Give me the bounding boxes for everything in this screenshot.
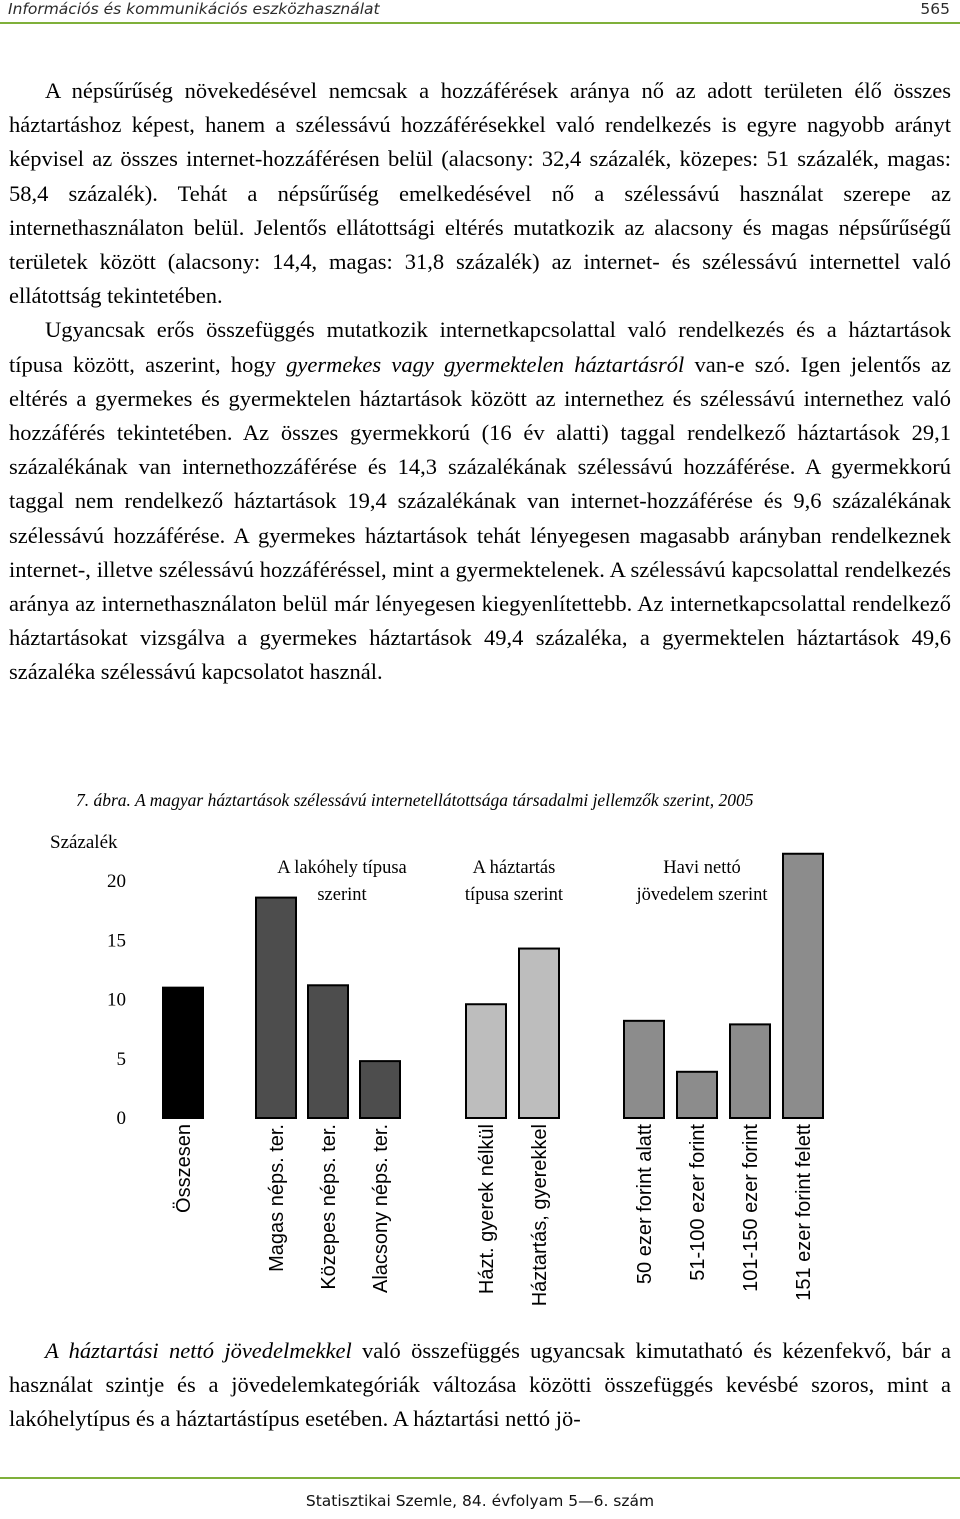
group-label: szerint bbox=[317, 885, 367, 905]
journal-footer: Statisztikai Szemle, 84. évfolyam 5—6. szám bbox=[305, 1492, 655, 1510]
category-label: Alacsony néps. ter. bbox=[370, 1124, 392, 1293]
emphasis-text: gyermekes vagy gyermektelen háztartásról bbox=[286, 351, 685, 377]
figure-caption: 7. ábra. A magyar háztartások szélessávú internetellátottsága társadalmi jellemzők szerint, 2005 bbox=[76, 790, 754, 810]
group-label: típusa szerint bbox=[464, 885, 564, 905]
category-label: Házt. gyerek nélkül bbox=[476, 1124, 498, 1295]
bar bbox=[256, 898, 296, 1118]
y-tick-label: 5 bbox=[116, 1048, 126, 1070]
category-label: 51-100 ezer forint bbox=[687, 1124, 709, 1281]
footer-rule bbox=[0, 1477, 960, 1479]
header-rule bbox=[0, 22, 960, 24]
body-text-top bbox=[9, 74, 951, 690]
y-tick-label: 0 bbox=[116, 1108, 126, 1129]
bar bbox=[624, 1021, 664, 1118]
category-label: 101-150 ezer forint bbox=[740, 1124, 762, 1292]
group-label: Havi nettó bbox=[663, 858, 741, 878]
y-axis-title: Százalék bbox=[50, 832, 118, 853]
y-tick-label: 20 bbox=[107, 871, 126, 892]
paragraph-3 bbox=[9, 1334, 951, 1437]
paragraph-2 bbox=[9, 313, 951, 689]
category-label: Magas néps. ter. bbox=[266, 1124, 288, 1272]
running-head bbox=[8, 0, 952, 20]
bar bbox=[730, 1024, 770, 1118]
bar bbox=[783, 854, 823, 1118]
group-label: A lakóhely típusa bbox=[277, 858, 407, 878]
bar bbox=[466, 1004, 506, 1118]
text-run: van-e szó. Igen jelentős az eltérés a gyermekes és gyermektelen háztartások között az internethez és szélessávú internethez való hozzáférés tekintetében. Az összes gyermekkorú (16 év alatti) taggal rendelkező háztartások 29,1 százalékának van internethozzáférése és 14,3 százalékának szélessávú hozzáférése. A gyermekkorú taggal nem rendelkező háztartások 19,4 százalékának van internet-hozzáférése és 9,6 százalékának szélessávú hozzáférése. A gyermekes háztartások tehát lényegesen magasabb arányban rendelkeznek internet-, illetve szélessávú hozzáféréssel, mint a gyermektelenek. A szélessávú kapcsolattal rendelkezés aránya az internethasználaton belül már lényegesen kiegyenlítettebb. Az internetkapcsolattal rendelkező háztartásokat vizsgálva a gyermekes háztartások 49,4 százaléka, a gyermektelen háztartások 49,6 százaléka szélessávú kapcsolatot használ. bbox=[9, 351, 952, 685]
body-text-bottom bbox=[9, 1334, 951, 1437]
page-number: 565 bbox=[920, 0, 950, 18]
bar bbox=[163, 988, 203, 1118]
category-label: Közepes néps. ter. bbox=[318, 1124, 340, 1290]
bar-chart bbox=[0, 820, 960, 1325]
y-tick-label: 10 bbox=[107, 989, 126, 1011]
bar bbox=[519, 949, 559, 1118]
category-label: Háztartás, gyerekkel bbox=[529, 1124, 551, 1307]
category-label: Összesen bbox=[173, 1124, 195, 1213]
group-label: jövedelem szerint bbox=[636, 885, 768, 905]
text-run: Ugyancsak erős összefüggés mutatkozik internetkapcsolattal való rendelkezés és a háztartások típusa között, aszerint, hogy bbox=[9, 317, 951, 377]
category-label: 151 ezer forint felett bbox=[793, 1124, 815, 1301]
bar bbox=[360, 1061, 400, 1118]
group-label: A háztartás bbox=[472, 858, 556, 878]
bar bbox=[677, 1072, 717, 1118]
section-title: Információs és kommunikációs eszközhasználat bbox=[8, 0, 380, 18]
y-tick-label: 15 bbox=[107, 930, 126, 952]
text-run: való összefüggés ugyancsak kimutatható és kézenfekvő, bár a használat szintje és a jövedelemkategóriák változása közötti összefüggés kevésbé szoros, mint a lakóhelytípus és a háztartástípus esetében. A háztartási nettó jö- bbox=[9, 1338, 951, 1432]
bar bbox=[308, 985, 348, 1118]
emphasis-text: A háztartási nettó jövedelmekkel bbox=[45, 1338, 352, 1363]
category-label: 50 ezer forint alatt bbox=[634, 1124, 656, 1285]
paragraph-1: A népsűrűség növekedésével nemcsak a hozzáférések aránya nő az adott területen élő összes háztartáshoz képest, hanem a szélessávú hozzáférésekkel való rendelkezés is egyre nagyobb arányt képvisel az összes internet-hozzáférésen belül (alacsony: 32,4 százalék, közepes: 51 százalék, magas: 58,4 százalék). Tehát a népsűrűség emelkedésével nő a szélessávú használat szerepe az internethasználaton belül. Jelentős ellátottsági eltérés mutatkozik az alacsony és magas népsűrűségű területek között (alacsony: 14,4, magas: 31,8 százalék) az internet- és szélessávú internettel való ellátottság tekintetében. bbox=[9, 78, 951, 309]
